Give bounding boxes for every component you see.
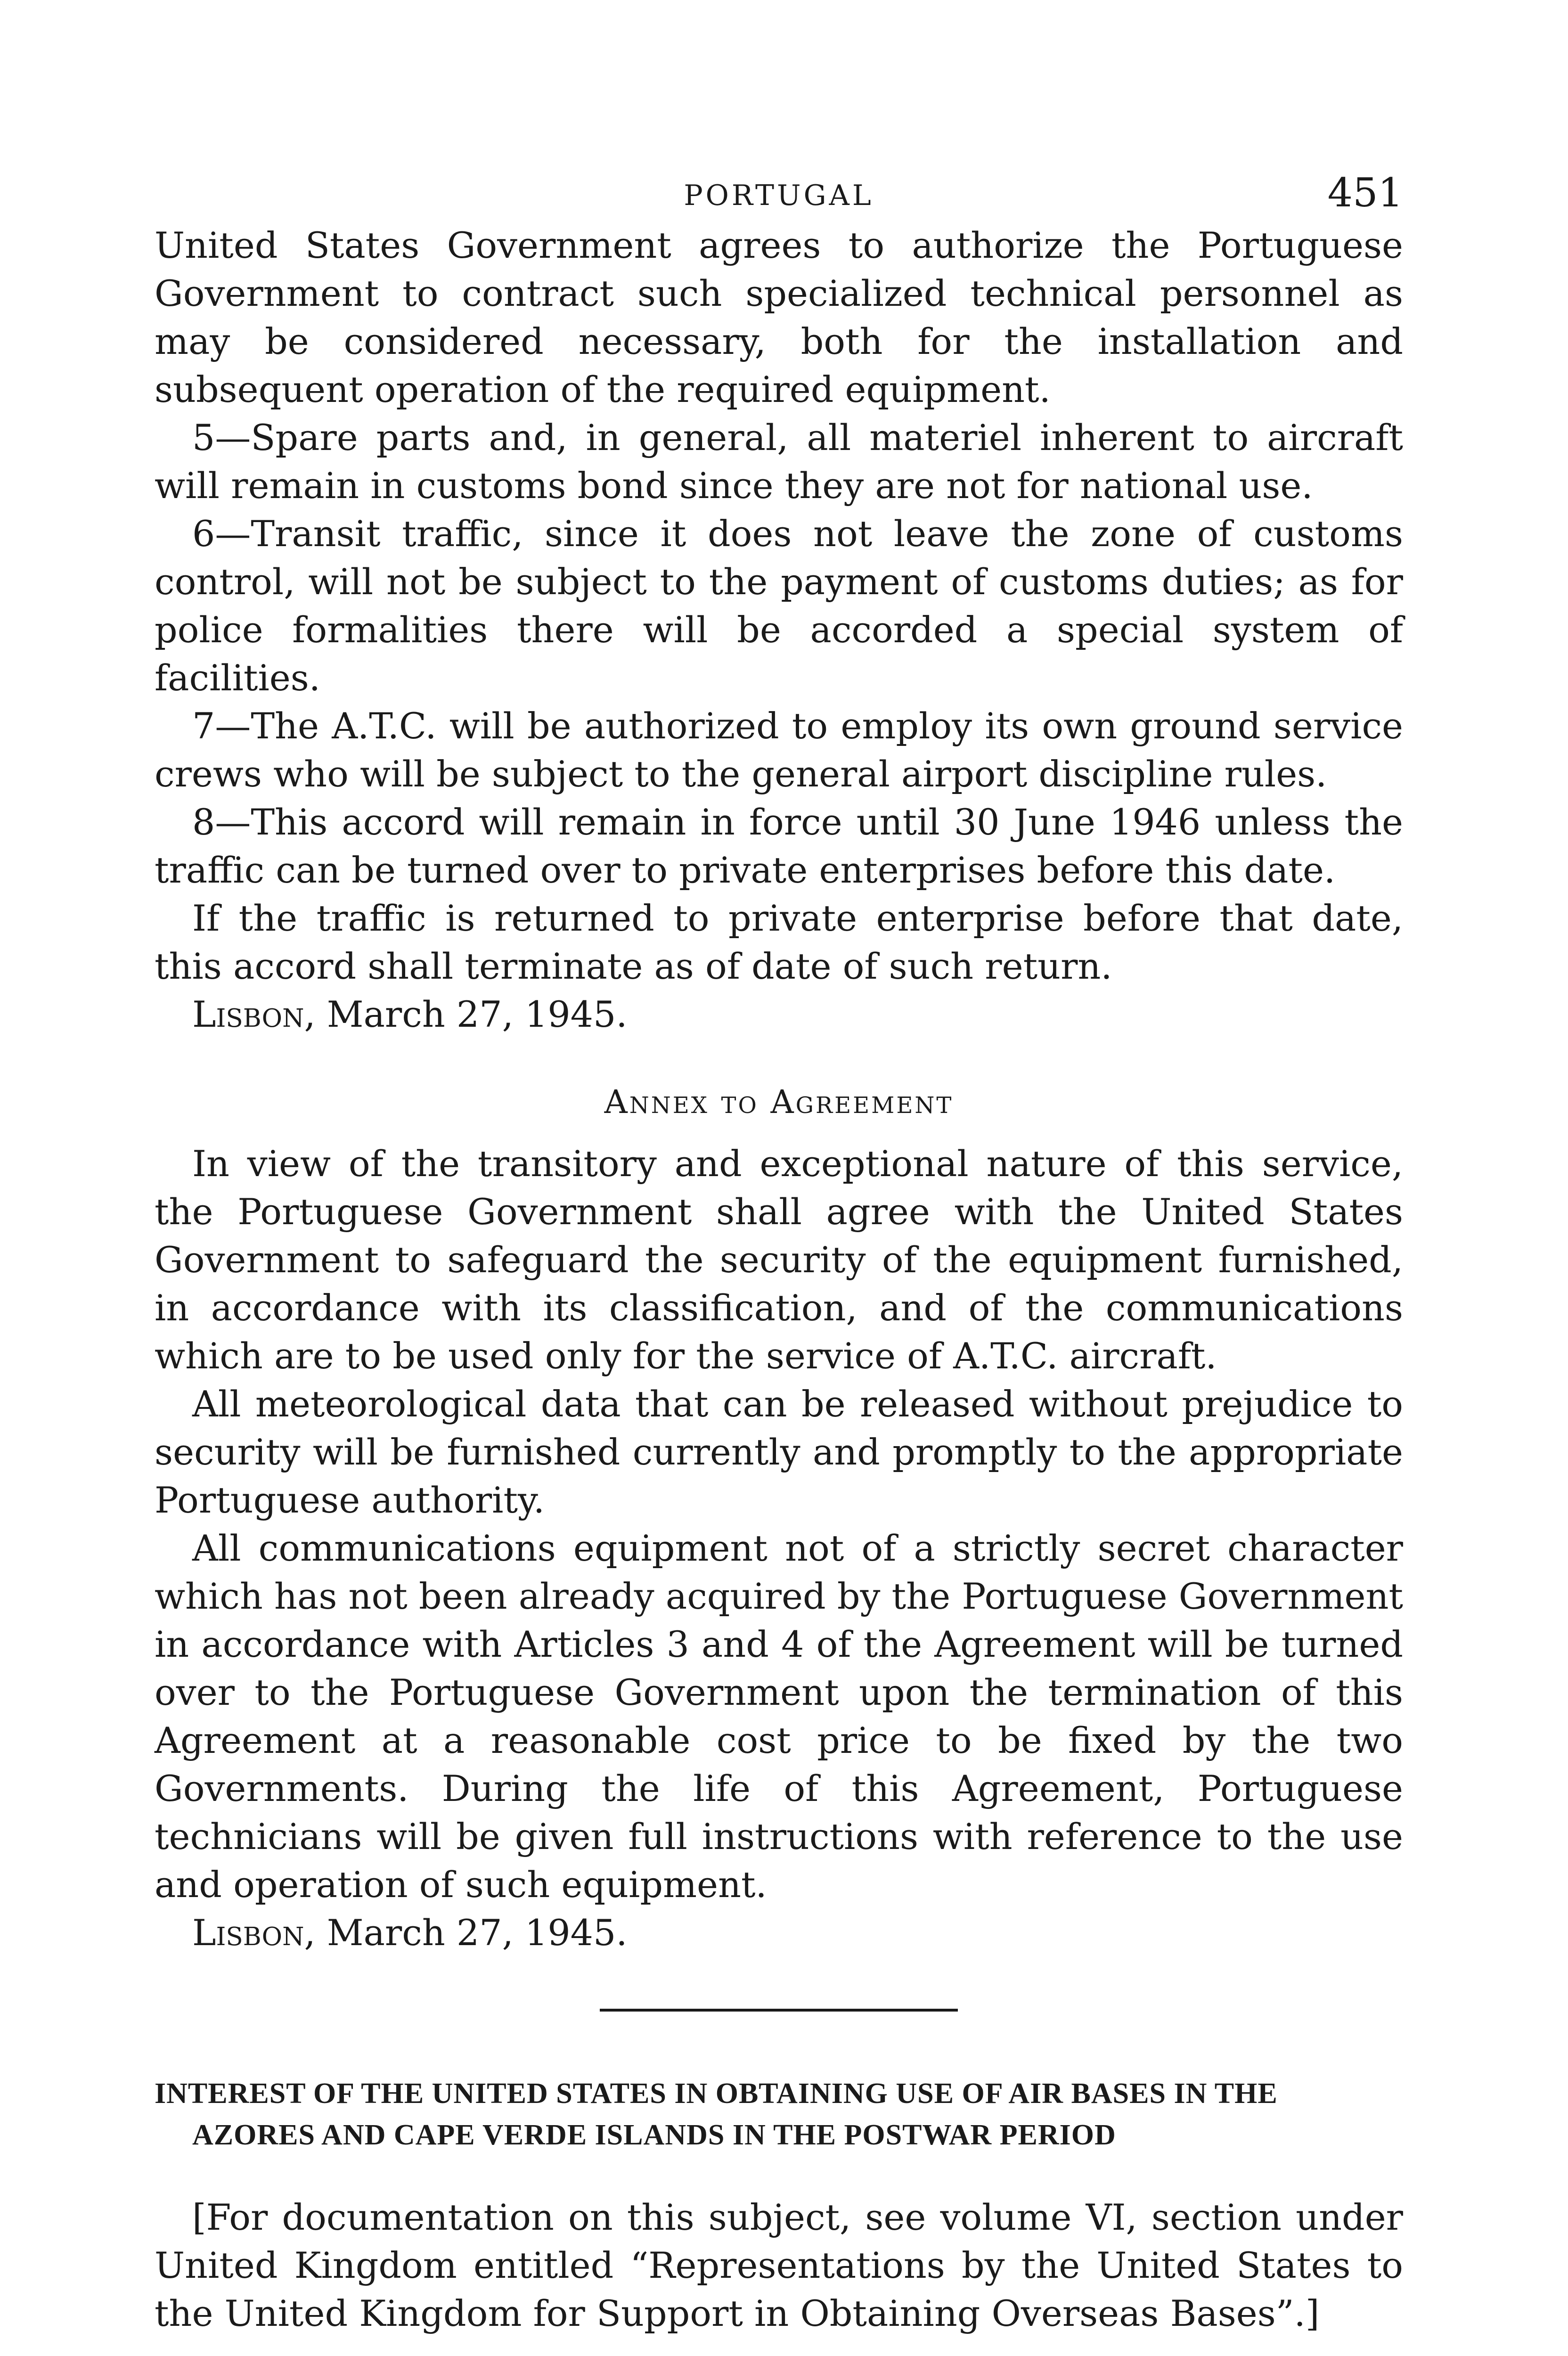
annex-paragraph-equipment: All communications equipment not of a strictly secret character which has not been already acquired by the Portuguese Government in accordance with Articles 3 and 4 of the Agreement will be turned over to the Portuguese Government upon the termination of this Agreement at a reasonable cost price to be fixed by the two Governments. During the life of this Agreement, Portuguese technicians will be given full instructions with reference to the use and operation of such equipment. [155, 1527, 1403, 1906]
annex-paragraph-security: In view of the transitory and exceptional nature of this service, the Portuguese Government shall agree with the United States Government to safeguard the security of the equipment furnished, in accordance with its classification, and of the communications which are to be used only for the service of A.T.C. aircraft. [155, 1143, 1403, 1377]
annex-title: Annex to Agreement [604, 1084, 954, 1121]
agreement-article-7: 7—The A.T.C. will be authorized to employ its own ground service crews who will be subject to the general airport discipline rules. [155, 705, 1403, 795]
annex-body [155, 1140, 1403, 1957]
editorial-note: [For documentation on this subject, see volume VI, section under United Kingdom entitled “Representations by the United States to the United Kingdom for Support in Obtaining Overseas Bases”.] [155, 2196, 1403, 2334]
agreement-dateline [155, 990, 1403, 1039]
dateline-place: Lisbon [192, 993, 304, 1035]
agreement-body [155, 221, 1403, 1039]
agreement-article-8: 8—This accord will remain in force until 30 June 1946 unless the traffic can be turned over to private enterprises before this date. [155, 801, 1403, 891]
dateline-date: , March 27, 1945. [304, 993, 628, 1035]
running-head [155, 165, 1403, 221]
annex-paragraph-meteorological: All meteorological data that can be released without prejudice to security will be furnished currently and promptly to the appropriate Portuguese authority. [155, 1383, 1403, 1521]
section-divider [600, 2009, 958, 2012]
annex-dateline [155, 1909, 1403, 1957]
running-title: PORTUGAL [684, 179, 874, 212]
agreement-termination-clause: If the traffic is returned to private enterprise before that date, this accord shall terminate as of date of such return. [155, 897, 1403, 987]
section-heading: INTEREST OF THE UNITED STATES IN OBTAINING USE OF AIR BASES IN THE AZORES AND CAPE VERDE ISLANDS IN THE POSTWAR PERIOD [155, 2078, 1278, 2151]
dateline-date: , March 27, 1945. [304, 1912, 628, 1954]
document-page [155, 165, 1403, 2338]
agreement-article-6: 6—Transit traffic, since it does not leave the zone of customs control, will not be subject to the payment of customs duties; as for police formalities there will be accorded a special system of facilities. [155, 513, 1403, 699]
page-number: 451 [1327, 170, 1403, 216]
agreement-paragraph-continued: United States Government agrees to authorize the Portuguese Government to contract such specialized technical personnel as may be considered necessary, both for the installation and subsequent operation of the required equipment. [155, 224, 1403, 410]
dateline-place: Lisbon [192, 1912, 304, 1954]
agreement-article-5: 5—Spare parts and, in general, all materiel inherent to aircraft will remain in customs bond since they are not for national use. [155, 417, 1403, 507]
